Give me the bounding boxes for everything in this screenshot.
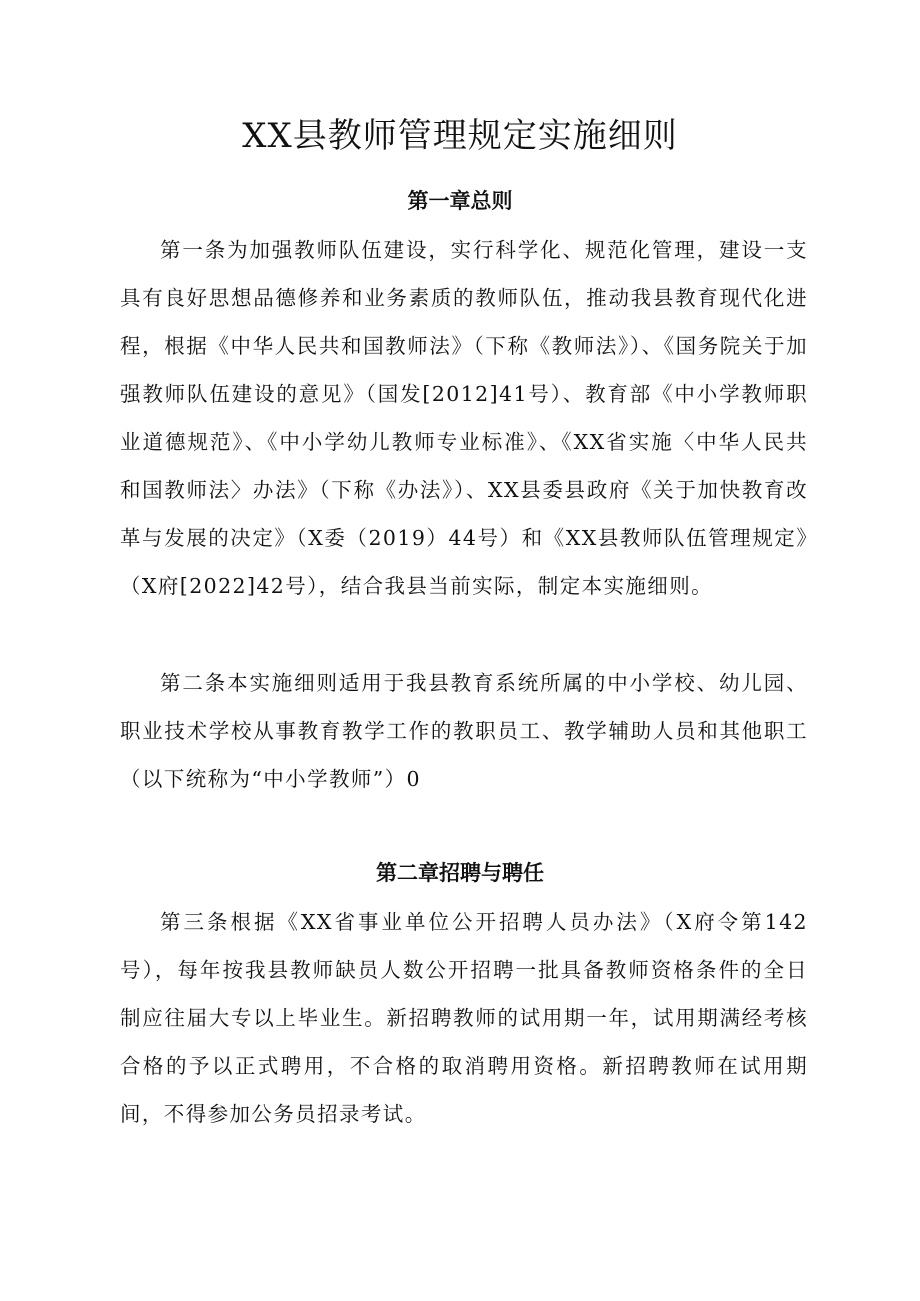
article-1: 第一条为加强教师队伍建设，实行科学化、规范化管理，建设一支具有良好思想品德修养和业务素质的教师队伍，推动我县教育现代化进程，根据《中华人民共和国教师法》（下称《教师法》）、《国务院关于加强教师队伍建设的意见》（国发[2012]41号）、教育部《中小学教师职业道德规范》、《中小学幼儿教师专业标准》、《XX省实施〈中华人民共和国教师法〉办法》（下称《办法》）、XX县委县政府《关于加快教育改革与发展的决定》（X委（2019）44号）和《XX县教师队伍管理规定》（X府[2022]42号），结合我县当前实际，制定本实施细则。 — [120, 238, 808, 598]
chapter-2-heading: 第二章招聘与聘任 — [376, 861, 544, 885]
document-title: XX县教师管理规定实施细则 — [242, 116, 678, 156]
article-2: 第二条本实施细则适用于我县教育系统所属的中小学校、幼儿园、职业技术学校从事教育教学工作的教职员工、教学辅助人员和其他职工（以下统称为“中小学教师”）0 — [120, 671, 808, 791]
chapter-1-heading: 第一章总则 — [407, 189, 513, 213]
article-3: 第三条根据《XX省事业单位公开招聘人员办法》（X府令第142号），每年按我县教师缺员人数公开招聘一批具备教师资格条件的全日制应往届大专以上毕业生。新招聘教师的试用期一年，试用期满经考核合格的予以正式聘用，不合格的取消聘用资格。新招聘教师在试用期间，不得参加公务员招录考试。 — [120, 910, 808, 1126]
